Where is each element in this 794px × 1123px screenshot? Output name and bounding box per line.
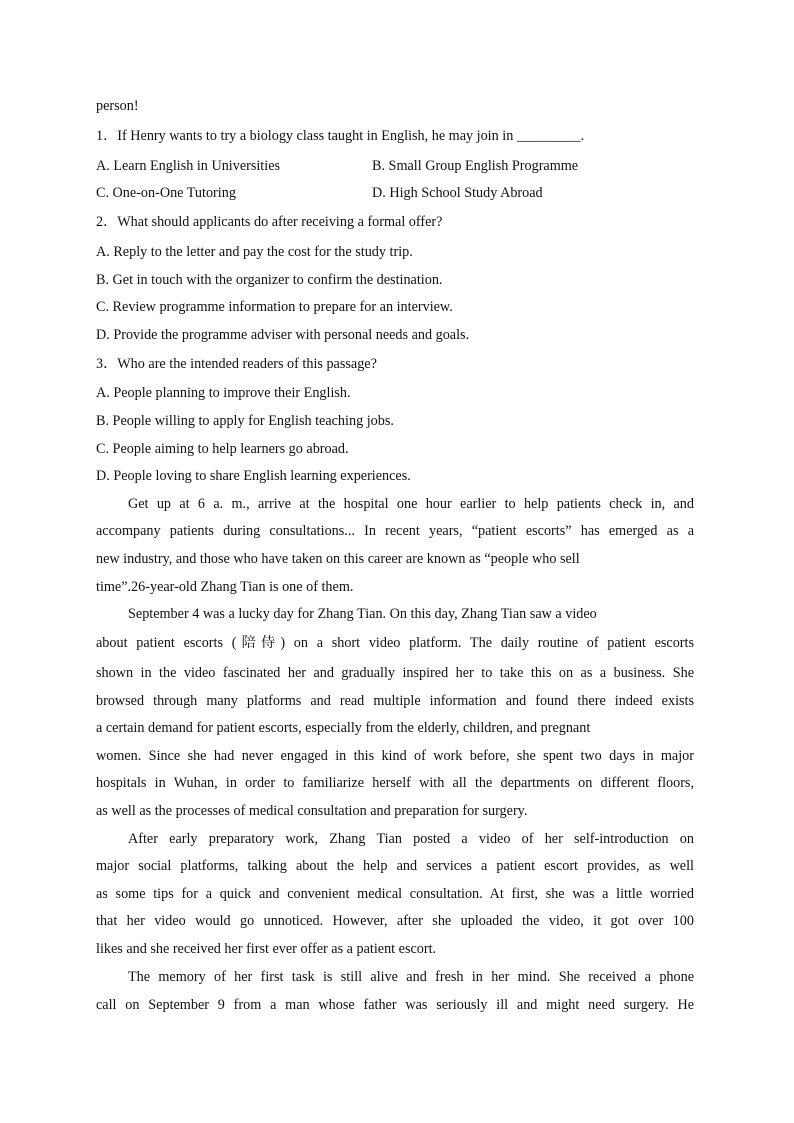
passage-p1-line: time”.26-year-old Zhang Tian is one of them. [96, 579, 354, 595]
carryover-text: person! [96, 98, 139, 114]
question-3-option-a: A. People planning to improve their English. [96, 385, 351, 401]
question-2-option-d: D. Provide the programme adviser with personal needs and goals. [96, 327, 470, 343]
question-2-stem: 2．What should applicants do after receiving a formal offer? [96, 214, 443, 230]
passage-p3-line: likes and she received her first ever offer as a patient escort. [96, 941, 437, 957]
passage-p2-line: hospitals in Wuhan, in order to familiarize herself with all the departments on different floors, [96, 775, 694, 791]
question-2-option-a: A. Reply to the letter and pay the cost for the study trip. [96, 244, 413, 260]
question-3-stem: 3．Who are the intended readers of this passage? [96, 356, 377, 372]
question-2-option-b: B. Get in touch with the organizer to confirm the destination. [96, 272, 443, 288]
passage-p2-line: browsed through many platforms and read multiple information and found there indeed exists [96, 693, 694, 709]
question-1-option-a: A. Learn English in Universities [96, 158, 281, 174]
passage-p3-line: major social platforms, talking about the help and services a patient escort provides, as well [96, 858, 694, 874]
passage-p2-line: about patient escorts (陪侍) on a short video platform. The daily routine of patient escorts [96, 635, 694, 651]
passage-p1-line: Get up at 6 a. m., arrive at the hospital one hour earlier to help patients check in, and [128, 496, 694, 512]
passage-p3-line: as some tips for a quick and convenient medical consultation. At first, she was a little worried [96, 886, 694, 902]
question-3-option-c: C. People aiming to help learners go abroad. [96, 441, 349, 457]
question-1-option-d: D. High School Study Abroad [372, 185, 543, 201]
question-1-option-b: B. Small Group English Programme [372, 158, 579, 174]
passage-p2-line: as well as the processes of medical consultation and preparation for surgery. [96, 803, 528, 819]
passage-p1-line: new industry, and those who have taken on this career are known as “people who sell [96, 551, 580, 567]
question-1-option-c: C. One-on-One Tutoring [96, 185, 236, 201]
passage-p3-line: After early preparatory work, Zhang Tian posted a video of her self-introduction on [128, 831, 694, 847]
passage-p3-line: that her video would go unnoticed. However, after she uploaded the video, it got over 100 [96, 913, 694, 929]
passage-p4-line: call on September 9 from a man whose father was seriously ill and might need surgery. He [96, 997, 694, 1013]
passage-p1-line: accompany patients during consultations... In recent years, “patient escorts” has emerged as a [96, 523, 694, 539]
question-1-stem: 1．If Henry wants to try a biology class taught in English, he may join in _________. [96, 128, 585, 144]
question-3-option-d: D. People loving to share English learning experiences. [96, 468, 411, 484]
passage-p2-line: shown in the video fascinated her and gradually inspired her to take this on as a business. She [96, 665, 694, 681]
question-2-option-c: C. Review programme information to prepare for an interview. [96, 299, 453, 315]
passage-p2-line: women. Since she had never engaged in this kind of work before, she spent two days in major [96, 748, 694, 764]
passage-p4-line: The memory of her first task is still alive and fresh in her mind. She received a phone [128, 969, 694, 985]
passage-p2-line: a certain demand for patient escorts, especially from the elderly, children, and pregnant [96, 720, 591, 736]
passage-p2-line: September 4 was a lucky day for Zhang Tian. On this day, Zhang Tian saw a video [128, 606, 597, 622]
question-3-option-b: B. People willing to apply for English teaching jobs. [96, 413, 394, 429]
